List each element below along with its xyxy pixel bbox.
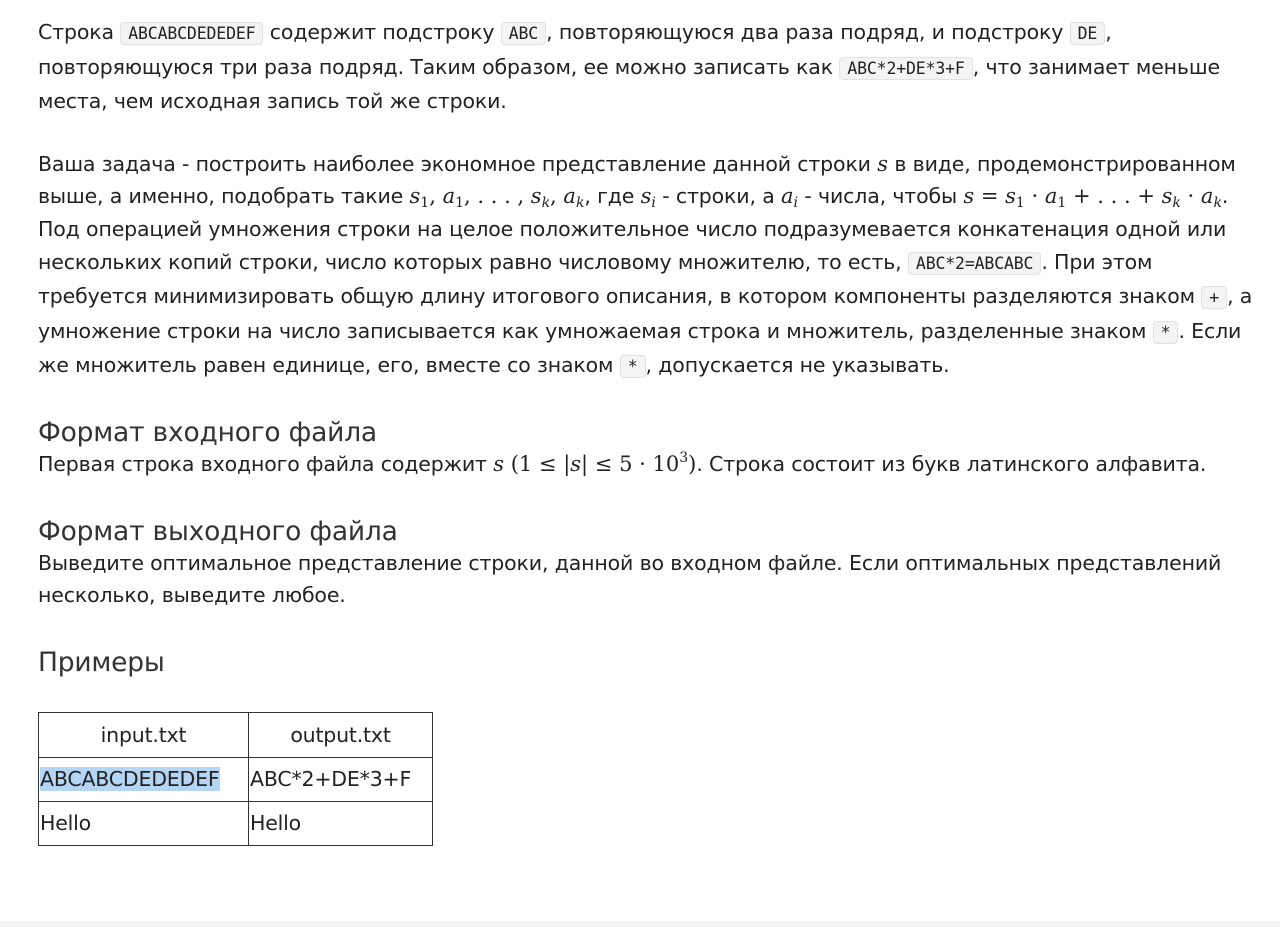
inline-code: DE: [1070, 22, 1106, 45]
text: в виде, продемонстрированном выше, а именно, подобрать такие: [38, 151, 1236, 209]
text: - строки, а: [655, 184, 781, 209]
table-cell-output[interactable]: Hello: [249, 801, 433, 845]
inline-code: ABC: [501, 22, 546, 45]
output-format-heading: Формат выходного файла: [38, 515, 398, 547]
text: . Строка состоит из букв латинского алфавита.: [696, 451, 1207, 476]
input-format-text: [38, 448, 1253, 481]
table-cell-output[interactable]: ABC*2+DE*3+F: [249, 757, 433, 801]
text: Строка: [38, 20, 121, 44]
column-header-input: input.txt: [39, 712, 249, 757]
input-format-heading: Формат входного файла: [38, 416, 377, 448]
output-format-text: Выведите оптимальное представление строки, данной во входном файле. Если оптимальных представлений несколько, выведите любое.: [38, 550, 1222, 608]
text: , повторяющуюся два раза подряд, и подстроку: [546, 20, 1070, 44]
table-cell-input[interactable]: [39, 757, 249, 801]
selected-text[interactable]: ABCABCDEDEDEF: [40, 767, 220, 792]
table-row: [39, 757, 433, 801]
paragraph-task: [38, 148, 1253, 384]
table-header-row: [39, 712, 433, 757]
math-s: s: [877, 151, 888, 176]
math-si: $s_i$: [640, 184, 656, 212]
text: , а умножение строки на число записывается как умножаемая строка и множитель, разделенные знаком: [38, 284, 1253, 343]
paragraph-intro: [38, 16, 1253, 118]
text: . Под операцией умножения строки на целое положительное число подразумевается конкатенация одной или нескольких копий строки, число которых равно числовому множителю, то есть,: [38, 184, 1229, 274]
inline-code: *: [1153, 321, 1179, 344]
text: - числа, чтобы: [798, 184, 964, 209]
text: , где: [584, 184, 641, 209]
inline-code: ABC*2=ABCABC: [908, 252, 1041, 275]
examples-table: [38, 712, 433, 846]
column-header-output: output.txt: [249, 712, 433, 757]
inline-code: ABCABCDEDEDEF: [120, 22, 263, 45]
inline-code: *: [620, 355, 646, 378]
math-equation: $s = s_1 \cdot a_1$ + . . . + $s_k \cdot a_k$: [963, 184, 1222, 212]
text: , повторяющуюся три раза подряд. Таким образом, ее можно записать как: [38, 20, 1112, 79]
text: . Если же множитель равен единице, его, вместе со знаком: [38, 318, 1242, 378]
text: Ваша задача - построить наиболее экономное представление данной строки: [38, 151, 878, 176]
inline-code: +: [1201, 286, 1227, 309]
text: . При этом требуется минимизировать общую длину итогового описания, в котором компоненты разделяются знаком: [38, 249, 1202, 309]
text: Первая строка входного файла содержит: [38, 451, 494, 476]
text: содержит подстроку: [263, 20, 501, 44]
examples-heading: Примеры: [38, 646, 165, 678]
problem-statement: [38, 16, 1253, 846]
math-ai: $a_i$: [780, 184, 798, 212]
table-cell-input[interactable]: Hello: [39, 801, 249, 845]
bottom-edge: [0, 921, 1280, 927]
text: , что занимает меньше места, чем исходная запись той же строки.: [38, 54, 1220, 114]
table-row: [39, 801, 433, 845]
math-sequence: $s_1$, $a_1$, . . . , $s_k$, $a_k$: [409, 184, 585, 212]
text: , допускается не указывать.: [645, 353, 950, 378]
math-constraint: s $(1 \le |s| \le 5 \cdot 10^3)$: [493, 449, 697, 476]
inline-code: ABC*2+DE*3+F: [839, 57, 972, 80]
